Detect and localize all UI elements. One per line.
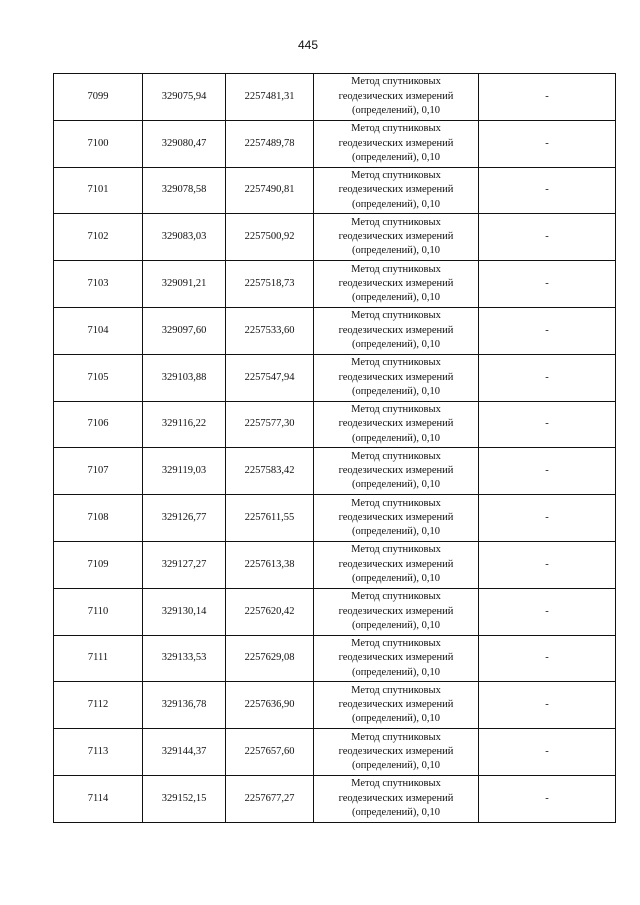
method-line: (определений), 0,10 bbox=[351, 760, 441, 772]
x-coordinate-cell: 329080,47 bbox=[143, 120, 226, 167]
x-coordinate-cell: 329075,94 bbox=[143, 74, 226, 121]
method-line: (определений), 0,10 bbox=[351, 619, 441, 631]
method-cell bbox=[314, 120, 479, 167]
method-line: геодезических измерений bbox=[338, 231, 454, 243]
point-number-cell: 7107 bbox=[54, 448, 143, 495]
x-coordinate-cell: 329133,53 bbox=[143, 635, 226, 682]
method-line: геодезических измерений bbox=[338, 558, 454, 570]
method-line: геодезических измерений bbox=[338, 511, 454, 523]
method-line: геодезических измерений bbox=[338, 371, 454, 383]
method-line: Метод спутниковых bbox=[351, 544, 441, 556]
table-row bbox=[54, 635, 616, 682]
method-cell bbox=[314, 354, 479, 401]
x-coordinate-cell: 329126,77 bbox=[143, 495, 226, 542]
method-line: геодезических измерений bbox=[338, 792, 454, 804]
method-cell bbox=[314, 167, 479, 214]
method-line: (определений), 0,10 bbox=[351, 526, 441, 538]
method-line: (определений), 0,10 bbox=[351, 245, 441, 257]
method-line: Метод спутниковых bbox=[351, 310, 441, 322]
method-cell bbox=[314, 775, 479, 822]
y-coordinate-cell: 2257657,60 bbox=[226, 729, 314, 776]
method-line: Метод спутниковых bbox=[351, 170, 441, 182]
method-line: Метод спутниковых bbox=[351, 591, 441, 603]
point-number-cell: 7102 bbox=[54, 214, 143, 261]
point-number-cell: 7106 bbox=[54, 401, 143, 448]
point-number-cell: 7108 bbox=[54, 495, 143, 542]
table-row bbox=[54, 775, 616, 822]
x-coordinate-cell: 329136,78 bbox=[143, 682, 226, 729]
y-coordinate-cell: 2257490,81 bbox=[226, 167, 314, 214]
note-cell: - bbox=[479, 448, 616, 495]
table-body bbox=[54, 74, 616, 823]
method-line: (определений), 0,10 bbox=[351, 292, 441, 304]
method-line: (определений), 0,10 bbox=[351, 573, 441, 585]
note-cell: - bbox=[479, 775, 616, 822]
method-line: Метод спутниковых bbox=[351, 638, 441, 650]
method-line: геодезических измерений bbox=[338, 90, 454, 102]
y-coordinate-cell: 2257613,38 bbox=[226, 541, 314, 588]
method-line: Метод спутниковых bbox=[351, 123, 441, 135]
method-line: (определений), 0,10 bbox=[351, 385, 441, 397]
method-line: (определений), 0,10 bbox=[351, 198, 441, 210]
method-cell bbox=[314, 74, 479, 121]
method-line: Метод спутниковых bbox=[351, 731, 441, 743]
method-line: геодезических измерений bbox=[338, 699, 454, 711]
method-line: (определений), 0,10 bbox=[351, 151, 441, 163]
table-row bbox=[54, 214, 616, 261]
x-coordinate-cell: 329097,60 bbox=[143, 307, 226, 354]
page-number: 445 bbox=[297, 38, 319, 52]
method-line: геодезических измерений bbox=[338, 137, 454, 149]
table-row bbox=[54, 354, 616, 401]
method-cell bbox=[314, 588, 479, 635]
table-row bbox=[54, 120, 616, 167]
point-number-cell: 7113 bbox=[54, 729, 143, 776]
x-coordinate-cell: 329083,03 bbox=[143, 214, 226, 261]
point-number-cell: 7110 bbox=[54, 588, 143, 635]
note-cell: - bbox=[479, 354, 616, 401]
table-row bbox=[54, 729, 616, 776]
method-line: Метод спутниковых bbox=[351, 450, 441, 462]
method-cell bbox=[314, 635, 479, 682]
method-cell bbox=[314, 214, 479, 261]
note-cell: - bbox=[479, 261, 616, 308]
method-line: Метод спутниковых bbox=[351, 404, 441, 416]
method-line: Метод спутниковых bbox=[351, 357, 441, 369]
table-row bbox=[54, 307, 616, 354]
y-coordinate-cell: 2257547,94 bbox=[226, 354, 314, 401]
note-cell: - bbox=[479, 635, 616, 682]
y-coordinate-cell: 2257533,60 bbox=[226, 307, 314, 354]
note-cell: - bbox=[479, 307, 616, 354]
table-row bbox=[54, 495, 616, 542]
coordinates-table bbox=[53, 73, 616, 823]
y-coordinate-cell: 2257489,78 bbox=[226, 120, 314, 167]
point-number-cell: 7105 bbox=[54, 354, 143, 401]
point-number-cell: 7101 bbox=[54, 167, 143, 214]
note-cell: - bbox=[479, 729, 616, 776]
method-cell bbox=[314, 401, 479, 448]
point-number-cell: 7104 bbox=[54, 307, 143, 354]
y-coordinate-cell: 2257583,42 bbox=[226, 448, 314, 495]
y-coordinate-cell: 2257611,55 bbox=[226, 495, 314, 542]
method-line: геодезических измерений bbox=[338, 184, 454, 196]
x-coordinate-cell: 329119,03 bbox=[143, 448, 226, 495]
table-row bbox=[54, 167, 616, 214]
table-row bbox=[54, 541, 616, 588]
method-cell bbox=[314, 448, 479, 495]
method-line: геодезических измерений bbox=[338, 465, 454, 477]
y-coordinate-cell: 2257481,31 bbox=[226, 74, 314, 121]
table-row bbox=[54, 448, 616, 495]
method-line: геодезических измерений bbox=[338, 324, 454, 336]
y-coordinate-cell: 2257629,08 bbox=[226, 635, 314, 682]
method-line: (определений), 0,10 bbox=[351, 432, 441, 444]
note-cell: - bbox=[479, 541, 616, 588]
note-cell: - bbox=[479, 120, 616, 167]
x-coordinate-cell: 329152,15 bbox=[143, 775, 226, 822]
point-number-cell: 7109 bbox=[54, 541, 143, 588]
y-coordinate-cell: 2257620,42 bbox=[226, 588, 314, 635]
point-number-cell: 7100 bbox=[54, 120, 143, 167]
table-row bbox=[54, 401, 616, 448]
table-row bbox=[54, 261, 616, 308]
x-coordinate-cell: 329091,21 bbox=[143, 261, 226, 308]
table-row bbox=[54, 682, 616, 729]
x-coordinate-cell: 329127,27 bbox=[143, 541, 226, 588]
note-cell: - bbox=[479, 214, 616, 261]
method-line: (определений), 0,10 bbox=[351, 666, 441, 678]
method-cell bbox=[314, 682, 479, 729]
method-line: Метод спутниковых bbox=[351, 497, 441, 509]
method-line: геодезических измерений bbox=[338, 652, 454, 664]
x-coordinate-cell: 329078,58 bbox=[143, 167, 226, 214]
method-line: геодезических измерений bbox=[338, 745, 454, 757]
x-coordinate-cell: 329144,37 bbox=[143, 729, 226, 776]
note-cell: - bbox=[479, 401, 616, 448]
note-cell: - bbox=[479, 682, 616, 729]
y-coordinate-cell: 2257518,73 bbox=[226, 261, 314, 308]
method-cell bbox=[314, 729, 479, 776]
y-coordinate-cell: 2257636,90 bbox=[226, 682, 314, 729]
point-number-cell: 7114 bbox=[54, 775, 143, 822]
method-cell bbox=[314, 495, 479, 542]
method-line: (определений), 0,10 bbox=[351, 713, 441, 725]
note-cell: - bbox=[479, 74, 616, 121]
method-cell bbox=[314, 307, 479, 354]
point-number-cell: 7112 bbox=[54, 682, 143, 729]
method-line: Метод спутниковых bbox=[351, 76, 441, 88]
note-cell: - bbox=[479, 495, 616, 542]
table-row bbox=[54, 588, 616, 635]
note-cell: - bbox=[479, 167, 616, 214]
method-line: геодезических измерений bbox=[338, 277, 454, 289]
method-line: (определений), 0,10 bbox=[351, 105, 441, 117]
point-number-cell: 7103 bbox=[54, 261, 143, 308]
point-number-cell: 7111 bbox=[54, 635, 143, 682]
method-line: (определений), 0,10 bbox=[351, 479, 441, 491]
method-line: (определений), 0,10 bbox=[351, 807, 441, 818]
method-line: Метод спутниковых bbox=[351, 216, 441, 228]
x-coordinate-cell: 329103,88 bbox=[143, 354, 226, 401]
method-line: геодезических измерений bbox=[338, 605, 454, 617]
x-coordinate-cell: 329116,22 bbox=[143, 401, 226, 448]
method-cell bbox=[314, 541, 479, 588]
y-coordinate-cell: 2257577,30 bbox=[226, 401, 314, 448]
method-line: (определений), 0,10 bbox=[351, 339, 441, 351]
method-cell bbox=[314, 261, 479, 308]
x-coordinate-cell: 329130,14 bbox=[143, 588, 226, 635]
method-line: Метод спутниковых bbox=[351, 263, 441, 275]
method-line: Метод спутниковых bbox=[351, 684, 441, 696]
method-line: Метод спутниковых bbox=[351, 778, 441, 790]
table-row bbox=[54, 74, 616, 121]
point-number-cell: 7099 bbox=[54, 74, 143, 121]
y-coordinate-cell: 2257677,27 bbox=[226, 775, 314, 822]
y-coordinate-cell: 2257500,92 bbox=[226, 214, 314, 261]
method-line: геодезических измерений bbox=[338, 418, 454, 430]
note-cell: - bbox=[479, 588, 616, 635]
